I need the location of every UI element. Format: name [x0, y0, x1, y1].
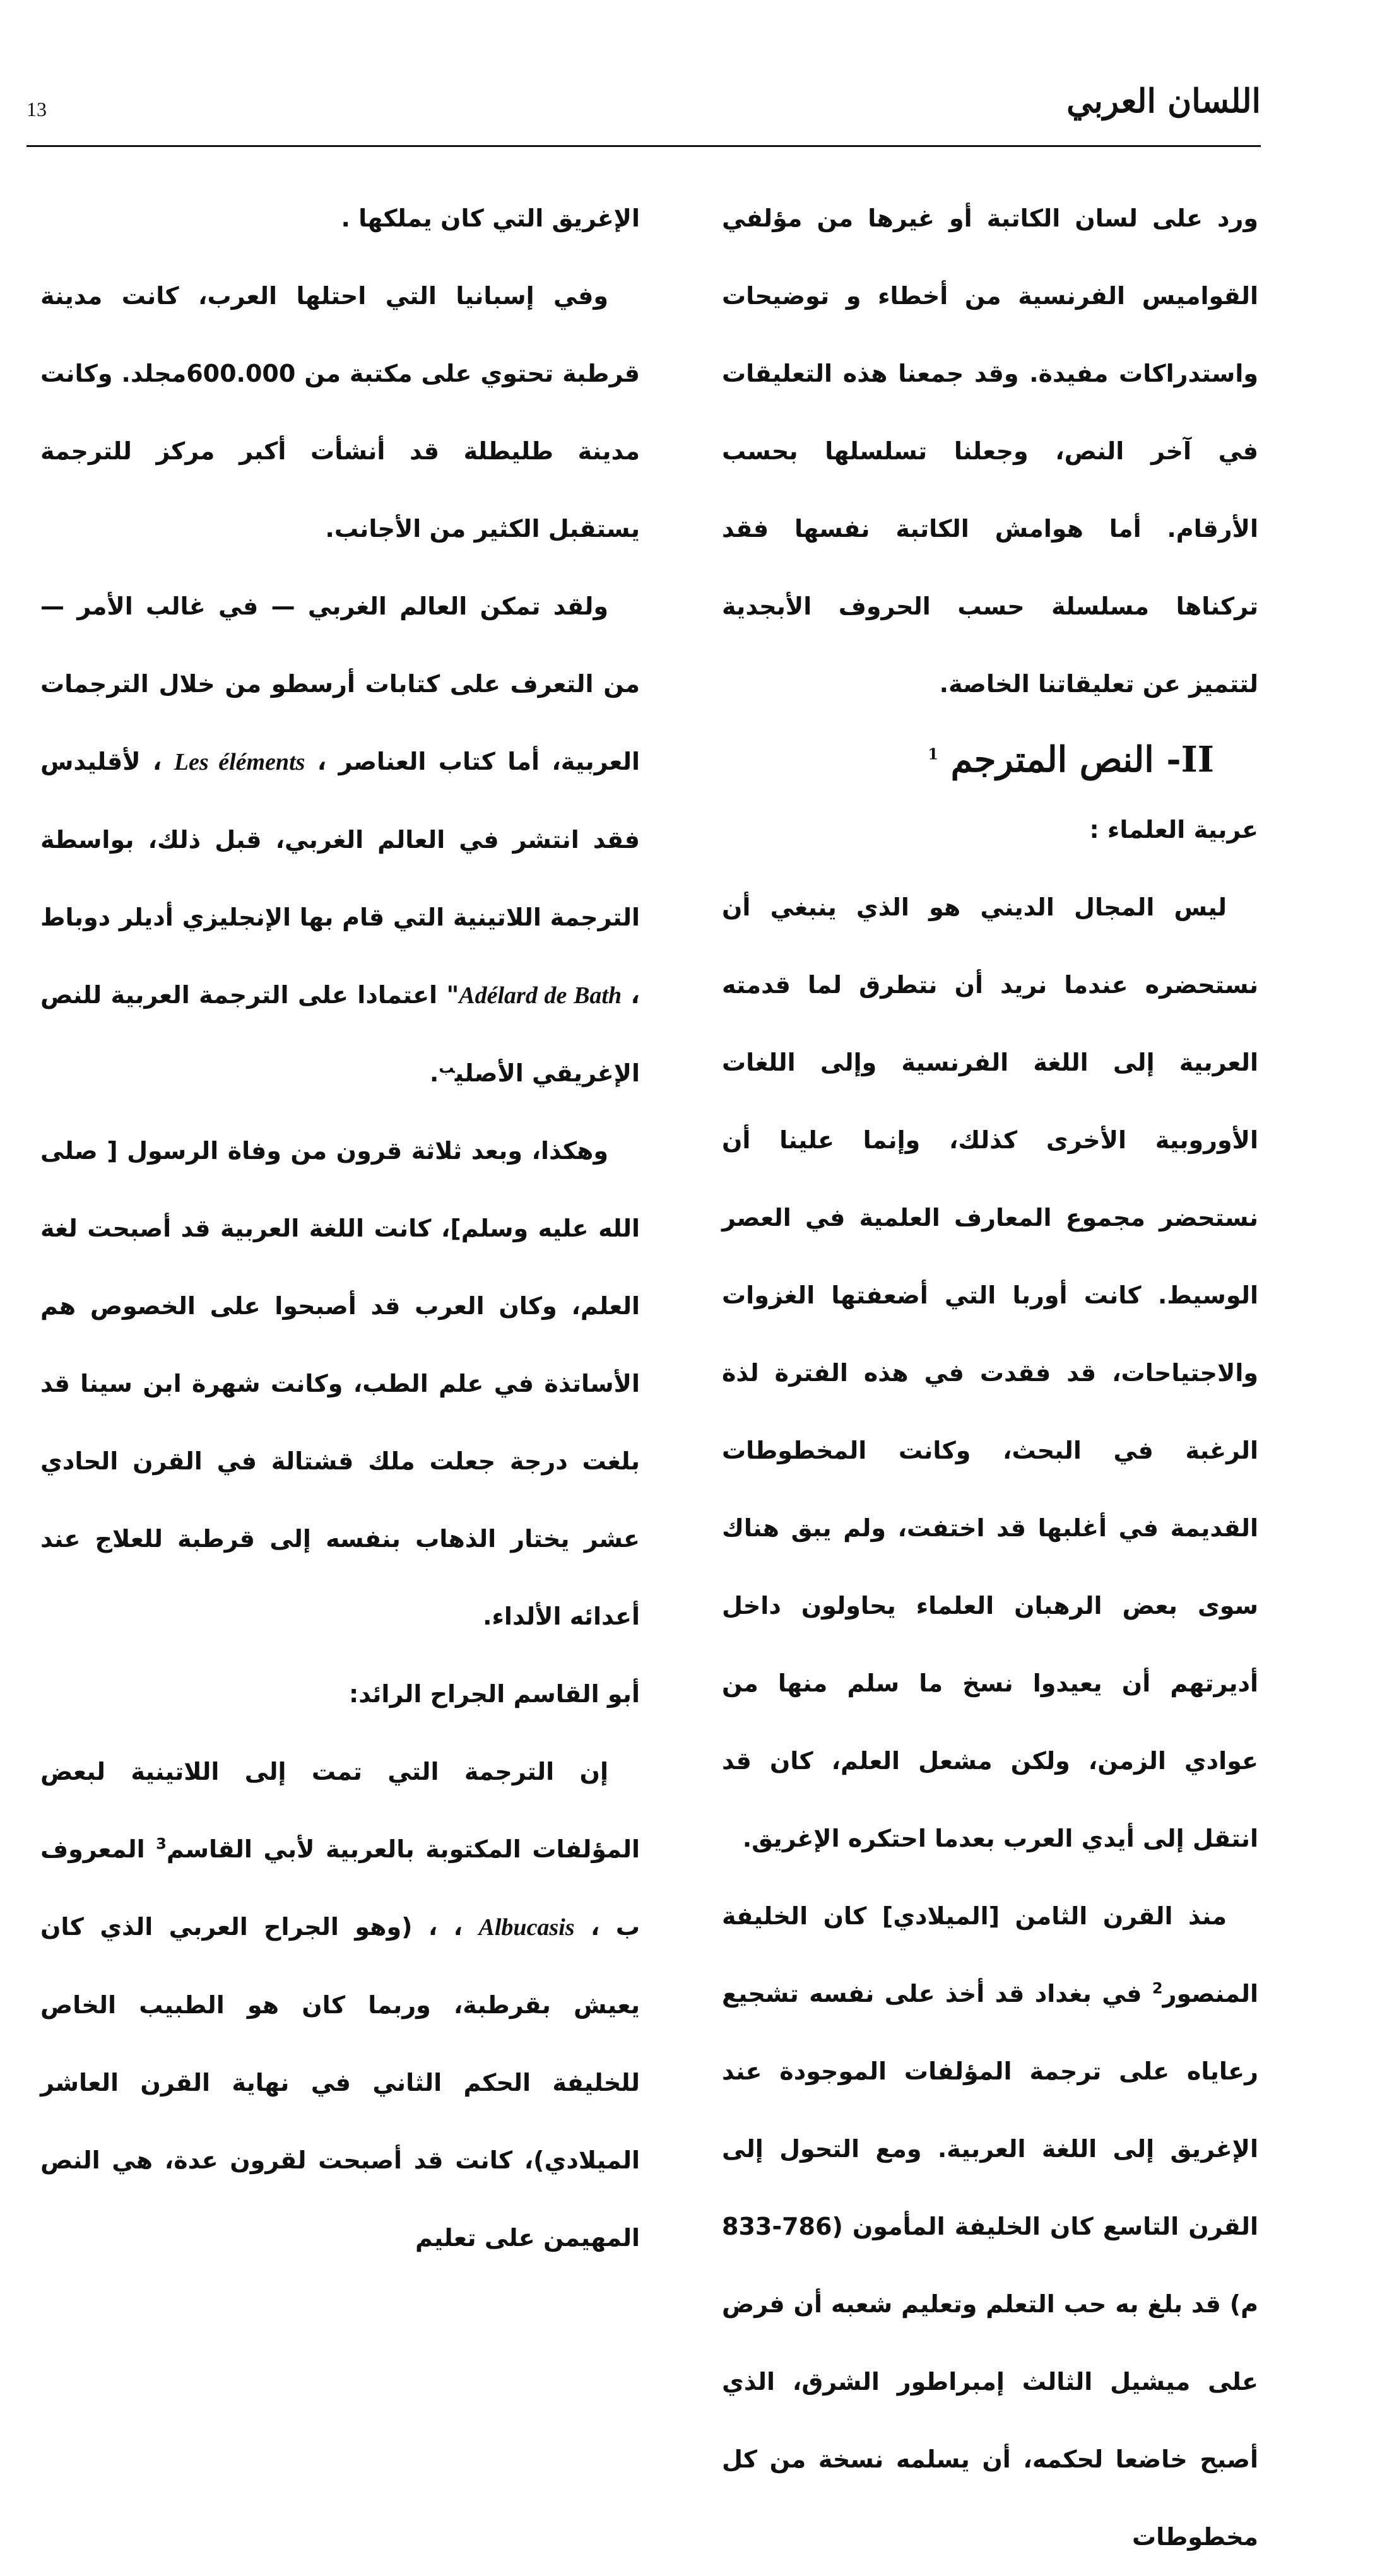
paragraph-text: إن الترجمة التي تمت إلى اللاتينية لبعض المؤلفات المكتوبة بالعربية لأبي القاسم — [40, 1758, 640, 1863]
footnote-marker: 1 — [928, 744, 939, 763]
footnote-marker: 2 — [1152, 1979, 1163, 1997]
paragraph: ليس المجال الديني هو الذي ينبغي أن نستحضره عندما نريد أن نتطرق لما قدمته العربية إلى اللغة الفرنسية وإلى اللغات الأوروبية الأخرى كذلك، وإنما علينا أن نستحضر مجموع المعارف العلمية في العصر الوسيط. كانت أوربا التي أضعفتها الغزوات والاجتياحات، قد فقدت في هذه الفترة لذة الرغبة في البحث، وكانت المخطوطات القديمة في أغلبها قد اختفت، ولم يبق هناك سوى بعض الرهبان العلماء يحاولون داخل أديرتهم أن يعيدوا نسخ ما سلم منها من عوادي الزمن، ولكن مشعل العلم، كان قد انتقل إلى أيدي العرب بعدما احتكره الإغريق. — [722, 893, 1258, 1852]
paragraph — [722, 1878, 1258, 2576]
sub-heading: عربية العلماء : — [1089, 816, 1258, 844]
page-number: 13 — [27, 98, 47, 121]
page-header — [27, 76, 1261, 147]
paragraph-text: في بغداد قد أخذ على نفسه تشجيع رعاياه على ترجمة المؤلفات الموجودة عند الإغريق إلى اللغة العربية. ومع التحول إلى القرن التاسع كان الخليفة المأمون (786-833 م) قد بلغ به حب التعلم وتعليم شعبه أن فرض على ميشيل الثالث إمبراطور الشرق، الذي أصبح خاضعا لحكمه، أن يسلمه نسخة من كل مخطوطات — [722, 1980, 1258, 2551]
section-heading-text: II- النص المترجم — [950, 739, 1214, 780]
latin-title: Les éléments — [174, 749, 305, 775]
paragraph: وفي إسبانيا التي احتلها العرب، كانت مدينة قرطبة تحتوي على مكتبة من 600.000مجلد. وكانت مدينة طليطلة قد أنشأت أكبر مركز للترجمة يستقبل الكثير من الأجانب. — [40, 282, 640, 543]
paragraph-text: ، ، (وهو الجراح العربي الذي كان يعيش بقرطبة، وربما كان هو الطبيب الخاص للخليفة الحكم الثاني في نهاية القرن العاشر الميلادي)، كانت قد أصبحت لقرون عدة، هي النص المهيمن على تعليم — [40, 1913, 640, 2252]
paragraph: الإغريق التي كان يملكها . — [341, 204, 640, 232]
paragraph-text: المعروف ب ، — [40, 1835, 640, 1941]
section-heading — [722, 728, 1214, 791]
paragraph-text: ولقد تمكن العالم الغربي — في غالب الأمر — من التعرف على كتابات أرسطو من خلال الترجمات العربية، أما كتاب العناصر ، — [40, 592, 640, 775]
right-column — [722, 180, 1258, 2576]
paragraph — [40, 568, 640, 1112]
footnote-marker: 3 — [156, 1835, 167, 1853]
paragraph-text: . — [429, 1059, 439, 1087]
latin-name: Albucasis — [478, 1914, 575, 1941]
sub-heading: أبو القاسم الجراح الرائد: — [349, 1680, 640, 1708]
paragraph-text: ، لأقليدس فقد انتشر في العالم الغربي، قبل ذلك، بواسطة الترجمة اللاتينية التي قام بها الإنجليزي أديلر دوباط ، — [40, 748, 640, 1009]
journal-title: اللسان العربي — [1066, 82, 1261, 121]
paragraph-text: منذ القرن الثامن [الميلادي] كان الخليفة المنصور — [722, 1902, 1258, 2008]
paragraph: وهكذا، وبعد ثلاثة قرون من وفاة الرسول [ صلى الله عليه وسلم]، كانت اللغة العربية قد أصبحت لغة العلم، وكان العرب قد أصبحوا على الخصوص هم الأساتذة في علم الطب، وكانت شهرة ابن سينا قد بلغت درجة جعلت ملك قشتالة في القرن الحادي عشر يختار الذهاب بنفسه إلى قرطبة للعلاج عند أعدائه الألداء. — [40, 1137, 640, 1630]
left-column — [40, 180, 640, 2277]
latin-name: Adélard de Bath — [459, 982, 622, 1009]
footnote-marker: ب — [439, 1059, 455, 1077]
paragraph-intro: ورد على لسان الكاتبة أو غيرها من مؤلفي القواميس الفرنسية من أخطاء و توضيحات واستدراكات مفيدة. وقد جمعنا هذه التعليقات في آخر النص، وجعلنا تسلسلها بحسب الأرقام. أما هوامش الكاتبة نفسها فقد تركناها مسلسلة حسب الحروف الأبجدية لتتميز عن تعليقاتنا الخاصة. — [722, 204, 1258, 698]
paragraph — [40, 1733, 640, 2277]
paragraph-text: " اعتمادا على الترجمة العربية للنص الإغريقي الأصلي — [40, 981, 640, 1087]
